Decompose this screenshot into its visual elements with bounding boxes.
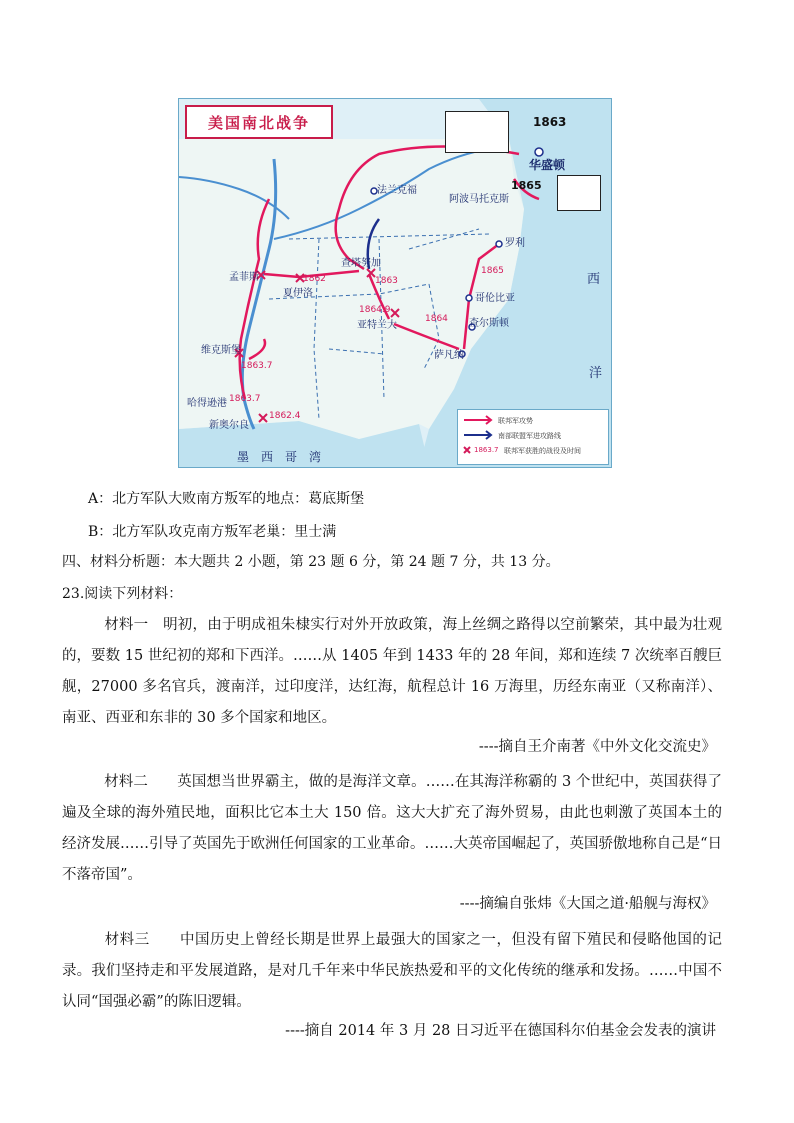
label-memphis: 孟菲斯 <box>229 272 259 283</box>
material-1 <box>62 610 722 734</box>
label-washington: 华盛顿 <box>529 158 566 172</box>
year-1863: 1863 <box>375 276 398 286</box>
label-atlanta: 亚特兰大 <box>357 320 397 331</box>
civil-war-map <box>178 98 612 468</box>
map-legend <box>457 409 609 465</box>
year-1862: 1862 <box>303 274 326 284</box>
material-1-text: 材料一 明初，由于明成祖朱棣实行对外开放政策，海上丝绸之路得以空前繁荣，其中最为壮观的，要数 15 世纪初的郑和下西洋。……从 1405 年到 1433 年的 28 年间，郑和连续 7 次统率百艘巨舰，27000 多名官兵，渡南洋，过印度洋，达红海，航程总计 16 万海里，历经东南亚（又称南洋）、南亚、西亚和东非的 30 多个国家和地区。 <box>62 617 722 726</box>
material-3-text: 材料三 中国历史上曾经长期是世界上最强大的国家之一，但没有留下殖民和侵略他国的记录。我们坚持走和平发展道路，是对几千年来中华民族热爱和平的文化传统的继承和发扬。……中国不认同“国强必霸”的陈旧逻辑。 <box>62 932 722 1010</box>
label-sea-west: 西 <box>587 272 601 287</box>
label-port-hudson: 哈得逊港 <box>187 398 227 409</box>
year-1864-9: 1864.9 <box>359 305 391 315</box>
material-2 <box>62 767 722 891</box>
map-year-top: 1863 <box>533 115 567 129</box>
question-23: 23.阅读下列材料： <box>62 586 183 602</box>
label-chattanooga: 查塔努加 <box>341 258 381 269</box>
label-raleigh: 罗利 <box>505 238 525 249</box>
label-gulf: 墨 西 哥 湾 <box>237 450 322 464</box>
legend-symbols <box>458 410 498 464</box>
material-2-source: ----摘编自张炜《大国之道·船舰与海权》 <box>459 896 716 912</box>
material-3-source: ----摘自 2014 年 3 月 28 日习近平在德国科尔伯基金会发表的演讲 <box>285 1023 716 1039</box>
label-sea-ocean: 洋 <box>589 366 603 381</box>
map-year-mid: 1865 <box>511 179 542 192</box>
label-columbia: 哥伦比亚 <box>475 293 515 304</box>
legend-battle: 联邦军获胜的战役及时间 <box>504 447 581 455</box>
option-a: A：北方军队大败南方叛军的地点：葛底斯堡 <box>88 491 365 507</box>
label-frankfort: 法兰克福 <box>377 185 417 196</box>
legend-union: 联邦军攻势 <box>498 417 533 425</box>
material-3 <box>62 925 722 1018</box>
label-savannah: 萨凡纳 <box>434 350 464 361</box>
legend-confederate: 南部联盟军进攻路线 <box>498 432 561 440</box>
map-title: 美国南北战争 <box>185 105 333 139</box>
blank-answer-box-b <box>557 175 601 211</box>
label-appomattox: 阿波马托克斯 <box>449 194 509 205</box>
label-charleston: 查尔斯顿 <box>469 318 509 329</box>
year-1865: 1865 <box>481 266 504 276</box>
label-new-orleans: 新奥尔良 <box>209 420 249 431</box>
year-1863-7b: 1863.7 <box>229 394 261 404</box>
year-1864: 1864 <box>425 314 448 324</box>
blank-answer-box-a <box>445 111 509 153</box>
year-1863-7a: 1863.7 <box>241 361 273 371</box>
legend-battle-sample: 1863.7 <box>474 446 499 454</box>
material-1-source: ----摘自王介南著《中外文化交流史》 <box>478 739 716 755</box>
label-shiloh: 夏伊洛 <box>283 288 313 299</box>
section-heading: 四、材料分析题：本大题共 2 小题，第 23 题 6 分，第 24 题 7 分，共 13 分。 <box>62 554 560 570</box>
label-vicksburg: 维克斯堡 <box>201 345 241 356</box>
year-1862-4: 1862.4 <box>269 411 301 421</box>
material-2-text: 材料二 英国想当世界霸主，做的是海洋文章。……在其海洋称霸的 3 个世纪中，英国获得了遍及全球的海外殖民地，面积比它本土大 150 倍。这大大扩充了海外贸易，由此也刺激了英国本土的经济发展……引导了英国先于欧洲任何国家的工业革命。……大英帝国崛起了，英国骄傲地称自己是“日不落帝国”。 <box>62 774 722 883</box>
option-b: B：北方军队攻克南方叛军老巢：里士满 <box>88 524 337 540</box>
